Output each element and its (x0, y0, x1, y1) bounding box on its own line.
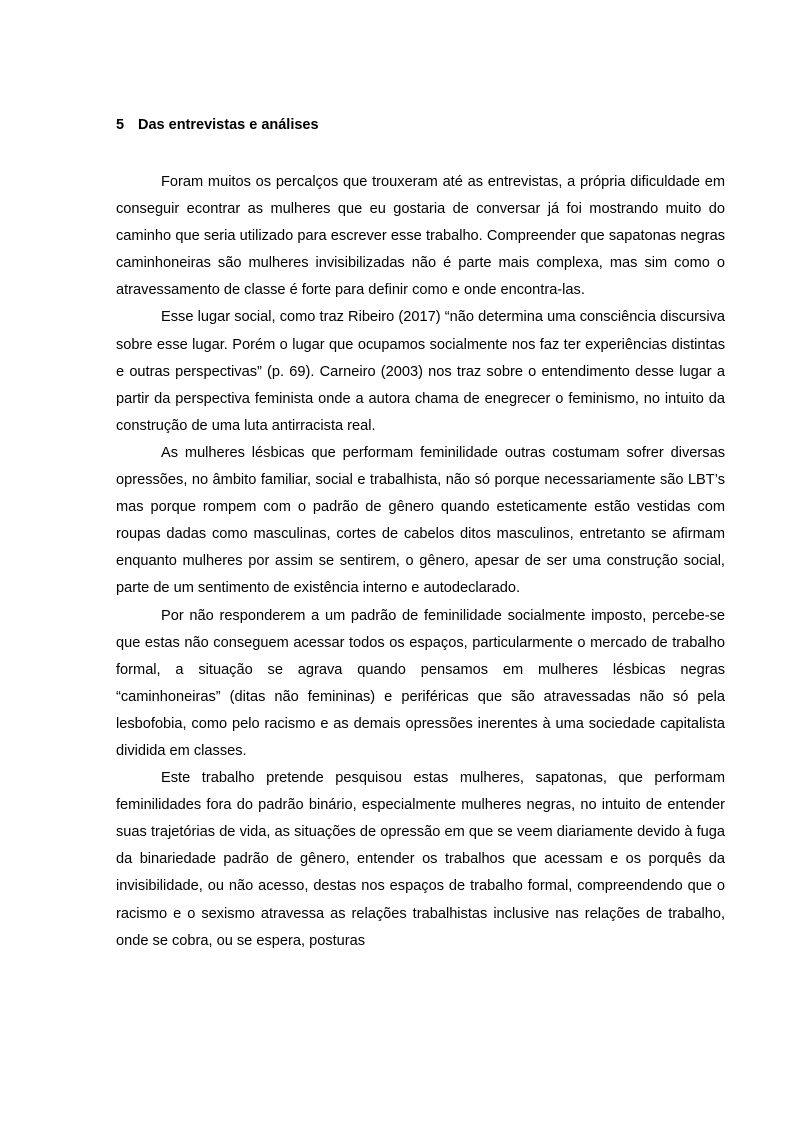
paragraph: Esse lugar social, como traz Ribeiro (2017) “não determina uma consciência discursiva sobre esse lugar. Porém o lugar que ocupamos socialmente nos faz ter experiências distintas e outras perspectivas” (p. 69). Carneiro (2003) nos traz sobre o entendimento desse lugar a partir da perspectiva feminista onde a autora chama de enegrecer o feminismo, no intuito da construção de uma luta antirracista real. (116, 309, 725, 434)
section-number: 5 (116, 117, 125, 133)
section-body (116, 169, 725, 955)
section-title: Das entrevistas e análises (138, 117, 319, 133)
paragraph: Foram muitos os percalços que trouxeram até as entrevistas, a própria dificuldade em conseguir econtrar as mulheres que eu gostaria de conversar já foi mostrando muito do caminho que seria utilizado para escrever esse trabalho. Compreender que sapatonas negras caminhoneiras são mulheres invisibilizadas não é parte mais complexa, mas sim como o atravessamento de classe é forte para definir como e onde encontra-las. (116, 174, 725, 299)
paragraph: Por não responderem a um padrão de feminilidade socialmente imposto, percebe-se que estas não conseguem acessar todos os espaços, particularmente o mercado de trabalho formal, a situação se agrava quando pensamos em mulheres lésbicas negras “caminhoneiras” (ditas não femininas) e periféricas que são atravessadas não só pela lesbofobia, como pelo racismo e as demais opressões inerentes à uma sociedade capitalista dividida em classes. (116, 607, 725, 759)
section-heading (116, 116, 726, 134)
paragraph: As mulheres lésbicas que performam feminilidade outras costumam sofrer diversas opressões, no âmbito familiar, social e trabalhista, não só porque necessariamente são LBT’s mas porque rompem com o padrão de gênero quando esteticamente estão vestidas com roupas dadas como masculinas, cortes de cabelos ditos masculinos, entretanto se afirmam enquanto mulheres por assim se sentirem, o gênero, apesar de ser uma construção social, parte de um sentimento de existência interno e autodeclarado. (116, 444, 725, 597)
paragraph: Este trabalho pretende pesquisou estas mulheres, sapatonas, que performam feminilidades fora do padrão binário, especialmente mulheres negras, no intuito de entender suas trajetórias de vida, as situações de opressão em que se veem diariamente devido à fuga da binariedade padrão de gênero, entender os trabalhos que acessam e os porquês da invisibilidade, ou não acesso, destas nos espaços de trabalho formal, compreendendo que o racismo e o sexismo atravessa as relações trabalhistas inclusive nas relações de trabalho, onde se cobra, ou se espera, posturas (116, 770, 725, 949)
